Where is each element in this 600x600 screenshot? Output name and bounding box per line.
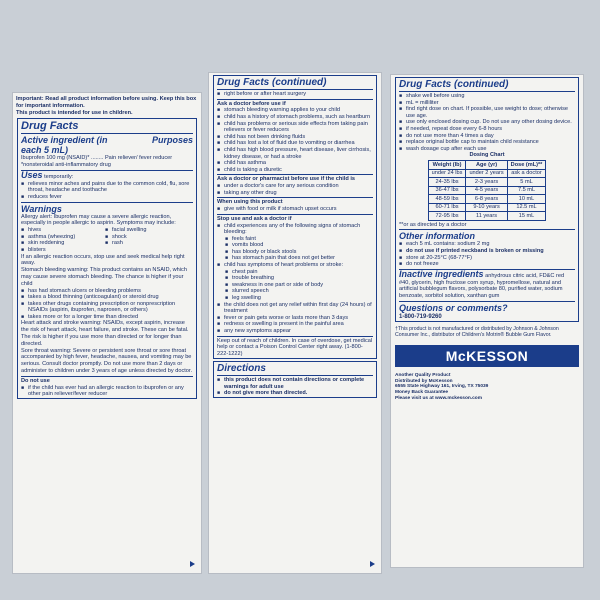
table-row — [428, 178, 546, 187]
list-item: ■ under a doctor's care for any serious condition — [224, 183, 373, 190]
ask-doctor-title: Ask a doctor before use if — [217, 100, 286, 107]
list-item: ■ shock — [112, 234, 193, 241]
table-row — [428, 195, 546, 204]
intro-text-2: This product is intended for use in children. — [16, 109, 133, 116]
table-row — [428, 212, 546, 221]
list-item: ■ if needed, repeat dose every 6-8 hours — [406, 126, 575, 133]
table-cell: 36-47 lbs — [428, 186, 466, 195]
mckesson-logo: McKESSON — [395, 345, 579, 367]
list-item: ■ child has a history of stomach problems, such as heartburn — [224, 114, 373, 121]
list-item: ■ store at 20-25°C (68-77°F) — [406, 255, 575, 262]
continue-arrow-icon — [190, 561, 195, 567]
list-item: ■ blisters — [28, 247, 109, 254]
stop-use-list-2 — [214, 262, 376, 269]
list-item: ■ do not give more than directed. — [224, 390, 373, 397]
list-item: ■ facial swelling — [112, 227, 193, 234]
drug-facts-continued-box — [213, 75, 377, 359]
drug-facts-title: Drug Facts — [21, 120, 79, 133]
uses-list — [18, 181, 196, 201]
list-item: ■ find right dose on chart. If possible, use weight to dose; otherwise use age. — [406, 106, 575, 119]
table-row — [428, 203, 546, 212]
list-item: ■ child has symptoms of heart problems or stroke: — [224, 262, 373, 269]
table-cell: 9-10 years — [466, 203, 507, 212]
stomach-warning: Stomach bleeding warning: This product contains an NSAID, which may cause severe stomach bleeding. The chance is higher if your child — [21, 267, 187, 287]
other-info-title: Other information — [399, 231, 475, 242]
panel-right — [390, 74, 584, 568]
list-item: ■ give with food or milk if stomach upset occurs — [224, 206, 373, 213]
directions-list — [214, 377, 376, 397]
table-cell: 2-3 years — [466, 178, 507, 187]
table-cell: under 2 years — [466, 169, 507, 178]
list-item: ■ replace original bottle cap to maintain child resistance — [406, 139, 575, 146]
list-item: ■ relieves minor aches and pains due to the common cold, flu, sore throat, headache and toothache — [28, 181, 193, 194]
list-item: ■ mL = milliliter — [406, 100, 575, 107]
list-item: ■ slurred speech — [232, 288, 373, 295]
stroke-signs-list — [214, 269, 376, 302]
uses-title: Uses — [21, 169, 43, 180]
uses-lead: temporarily: — [44, 173, 74, 180]
list-item: ■ takes other drugs containing prescription or nonprescription NSAIDs (aspirin, ibuprofen, naproxen, or others) — [28, 301, 193, 314]
list-item: ■ child has high blood pressure, heart disease, liver cirrhosis, kidney disease, or had a stroke — [224, 147, 373, 160]
directions-title: Directions — [217, 362, 266, 374]
list-item: ■ do not freeze — [406, 261, 575, 268]
allergy-symptoms — [18, 227, 196, 253]
distributor-info: Another Quality Product Distributed by McKesson 6555 State Highway 161, Irving, TX 75039 Money Back Guarantee Please visit us at www.mckesson.com — [395, 372, 489, 401]
throat-warning: Sore throat warning: Severe or persistent sore throat or sore throat accompanied by high fever, headache, nausea, and vomiting may be serious. Consult doctor promptly. Do not use more than 2 days or administer to children under 3 years of age unless directed by doctor. — [21, 347, 193, 375]
list-item: ■ shake well before using — [406, 93, 575, 100]
list-item: ■ use only enclosed dosing cup. Do not use any other dosing device. — [406, 119, 575, 126]
active-line: Ibuprofen 100 mg (NSAID)* ........ Pain reliever/ fever reducer — [21, 155, 173, 162]
table-cell: 24-35 lbs — [428, 178, 466, 187]
list-item: ■ has had stomach ulcers or bleeding problems — [28, 288, 193, 295]
list-item: ■ vomits blood — [232, 242, 373, 249]
list-item: ■ fever or pain gets worse or lasts more than 3 days — [224, 315, 373, 322]
dosing-footnote: **or as directed by a doctor — [399, 221, 467, 228]
table-cell: 15 mL — [507, 212, 546, 221]
list-item: ■ has bloody or black stools — [232, 249, 373, 256]
list-item: ■ wash dosage cup after each use — [406, 146, 575, 153]
drug-facts-continued-title: Drug Facts (continued) — [217, 77, 327, 88]
list-item: ■ leg swelling — [232, 295, 373, 302]
ask-pharmacist-list — [214, 183, 376, 196]
do-not-use-list — [18, 385, 196, 398]
directions-continued-list — [396, 93, 578, 152]
table-row — [428, 169, 546, 178]
list-item: ■ right before or after heart surgery — [224, 91, 373, 98]
list-item: ■ redness or swelling is present in the painful area — [224, 321, 373, 328]
table-cell: 6-8 years — [466, 195, 507, 204]
intro-text: Important: Read all product information before using. Keep this box for important information. — [16, 96, 197, 109]
list-item: ■ any new symptoms appear — [224, 328, 373, 335]
table-cell: 72-95 lbs — [428, 212, 466, 221]
table-cell: 4-5 years — [466, 186, 507, 195]
when-using-title: When using this product — [217, 199, 283, 206]
list-item: ■ child is taking a diuretic — [224, 167, 373, 174]
keep-out-of-reach: Keep out of reach of children. In case of overdose, get medical help or contact a Poison Control Center right away. (1-800-222-1222) — [217, 337, 373, 358]
list-item: ■ feels faint — [232, 236, 373, 243]
list-item: ■ reduces fever — [28, 194, 193, 201]
other-info-list — [396, 241, 578, 267]
stop-use-list — [214, 223, 376, 236]
list-item: ■ this product does not contain directions or complete warnings for adult use — [224, 377, 373, 390]
bleeding-signs-list — [214, 236, 376, 262]
nsaid-note: *nonsteroidal anti-inflammatory drug — [21, 162, 111, 169]
ask-doctor-list — [214, 107, 376, 173]
list-item: ■ takes a blood thinning (anticoagulant) or steroid drug — [28, 294, 193, 301]
list-item: ■ child has asthma — [224, 160, 373, 167]
list-item: ■ asthma (wheezing) — [28, 234, 109, 241]
list-item: ■ each 5 mL contains: sodium 2 mg — [406, 241, 575, 248]
table-row — [428, 186, 546, 195]
directions-box — [213, 361, 377, 398]
questions-title: Questions or comments? — [399, 303, 508, 313]
stomach-list — [18, 288, 196, 321]
list-item: ■ rash — [112, 240, 193, 247]
table-header: Age (yr) — [466, 161, 507, 170]
table-cell: 48-59 lbs — [428, 195, 466, 204]
list-item: ■ do not use if printed neckband is broken or missing — [406, 248, 575, 255]
allergy-stop: If an allergic reaction occurs, stop use and seek medical help right away. — [21, 253, 185, 267]
table-cell: under 24 lbs — [428, 169, 466, 178]
dosing-chart-table — [428, 160, 547, 221]
table-cell: 10 mL — [507, 195, 546, 204]
list-item: ■ do not use more than 4 times a day — [406, 133, 575, 140]
table-header: Weight (lb) — [428, 161, 466, 170]
list-item: ■ taking any other drug — [224, 190, 373, 197]
dosing-chart-title: Dosing Chart — [469, 152, 505, 159]
table-cell: ask a doctor — [507, 169, 546, 178]
drug-facts-box — [17, 118, 197, 398]
stop-use-title: Stop use and ask a doctor if — [217, 215, 292, 222]
inactive-ingredients-text: anhydrous citric acid, FD&C red #40, glycerin, high fructose corn syrup, hypromellose, natural and artificial bubblegum flavors, polysorbate 80, purified water, sodium benzoate, sorbitol solution, xanthan gum — [399, 272, 565, 300]
panel-middle — [208, 72, 382, 574]
list-item: ■ has stomach pain that does not get better — [232, 255, 373, 262]
list-item: ■ stomach bleeding warning applies to your child — [224, 107, 373, 114]
active-ingredient-label: Active ingredient (in each 5 mL) — [21, 135, 108, 156]
list-item: ■ chest pain — [232, 269, 373, 276]
purposes-label: Purposes — [151, 135, 193, 146]
table-cell: 5 mL — [507, 178, 546, 187]
list-item: ■ child has not been drinking fluids — [224, 134, 373, 141]
do-not-use-title: Do not use — [21, 377, 50, 384]
list-item: ■ trouble breathing — [232, 275, 373, 282]
disclaimer: †This product is not manufactured or distributed by Johnson & Johnson Consumer Inc., distributor of Children's Motrin® Bubble Gum Flavor. — [395, 326, 559, 339]
list-item: ■ child experiences any of the following signs of stomach bleeding: — [224, 223, 373, 236]
ask-pharmacist-title: Ask a doctor or pharmacist before use if the child is — [217, 176, 356, 183]
inactive-ingredients-title: Inactive ingredients — [399, 268, 484, 279]
allergy-alert: Allergy alert: Ibuprofen may cause a severe allergic reaction, especially in people allergic to aspirin. Symptoms may include: — [21, 213, 176, 227]
list-item: ■ skin reddening — [28, 240, 109, 247]
table-cell: 60-71 lbs — [428, 203, 466, 212]
stop-use-list-3 — [214, 302, 376, 335]
table-cell: 12.5 mL — [507, 203, 546, 212]
list-item: ■ child has problems or serious side effects from taking pain relievers or fever reducers — [224, 121, 373, 134]
warnings-title: Warnings — [21, 203, 62, 214]
list-item: ■ child has lost a lot of fluid due to vomiting or diarrhea — [224, 140, 373, 147]
list-item: ■ if the child has ever had an allergic reaction to ibuprofen or any other pain reliever/fever reducer — [28, 385, 193, 398]
list-item: ■ the child does not get any relief within first day (24 hours) of treatment — [224, 302, 373, 315]
drug-facts-continued-title-2: Drug Facts (continued) — [399, 79, 509, 90]
continue-arrow-icon — [370, 561, 375, 567]
list-item: ■ takes more or for a longer time than directed — [28, 314, 193, 321]
table-header: Dose (mL)** — [507, 161, 546, 170]
panel-left — [12, 92, 202, 574]
drug-facts-continued-box-2 — [395, 77, 579, 322]
table-cell: 11 years — [466, 212, 507, 221]
when-using-list — [214, 206, 376, 213]
list-item: ■ hives — [28, 227, 109, 234]
heart-warning: Heart attack and stroke warning: NSAIDs, except aspirin, increase the risk of heart attack, heart failure, and stroke. These can be fatal. The risk is higher if you use more than directed or for longer than directed. — [21, 320, 189, 347]
table-cell: 7.5 mL — [507, 186, 546, 195]
list-item: ■ weakness in one part or side of body — [232, 282, 373, 289]
phone-number: 1-800-719-9260 — [399, 314, 442, 320]
